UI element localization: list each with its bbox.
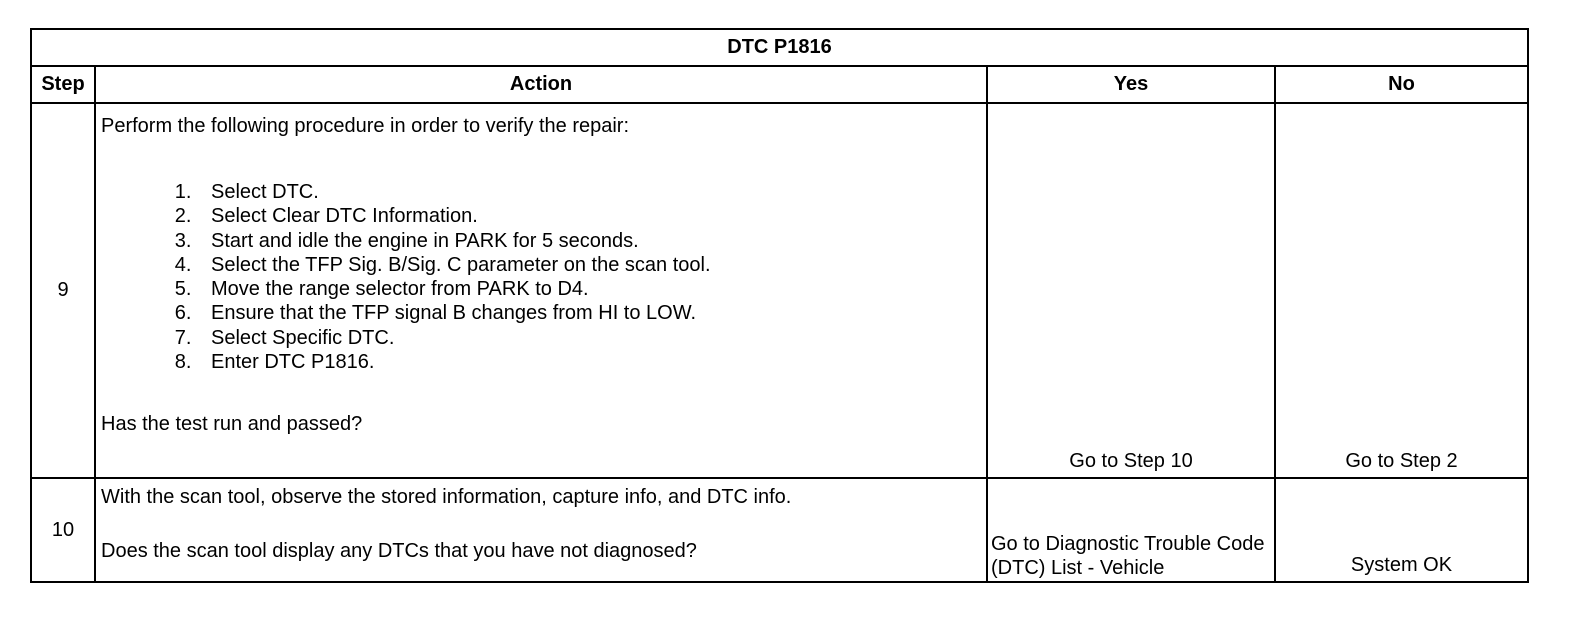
title-row	[31, 29, 1528, 66]
step-number: 9	[31, 103, 95, 478]
header-step: Step	[31, 66, 95, 103]
list-item: 3. Start and idle the engine in PARK for 5 seconds.	[197, 229, 982, 253]
procedure-list	[101, 180, 982, 374]
action-question: Does the scan tool display any DTCs that you have not diagnosed?	[101, 540, 697, 562]
table-row	[31, 103, 1528, 478]
header-no: No	[1275, 66, 1528, 103]
list-item: 8. Enter DTC P1816.	[197, 350, 982, 374]
step-number: 10	[31, 478, 95, 582]
action-cell	[95, 478, 987, 582]
header-row	[31, 66, 1528, 103]
action-intro: With the scan tool, observe the stored information, capture info, and DTC info.	[101, 486, 792, 508]
action-cell	[95, 103, 987, 478]
list-item: 4. Select the TFP Sig. B/Sig. C parameter on the scan tool.	[197, 253, 982, 277]
no-result: Go to Step 2	[1275, 103, 1528, 478]
header-yes: Yes	[987, 66, 1275, 103]
header-action: Action	[95, 66, 987, 103]
yes-result: Go to Step 10	[987, 103, 1275, 478]
table-title: DTC P1816	[31, 29, 1528, 66]
list-item: 5. Move the range selector from PARK to D4.	[197, 277, 982, 301]
list-item: 2. Select Clear DTC Information.	[197, 204, 982, 228]
action-question: Has the test run and passed?	[101, 413, 363, 436]
list-item: 1. Select DTC.	[197, 180, 982, 204]
no-result: System OK	[1275, 478, 1528, 582]
action-intro: Perform the following procedure in order to verify the repair:	[101, 115, 630, 137]
dtc-table	[30, 28, 1529, 583]
list-item: 6. Ensure that the TFP signal B changes from HI to LOW.	[197, 301, 982, 325]
list-item: 7. Select Specific DTC.	[197, 326, 982, 350]
yes-result: Go to Diagnostic Trouble Code (DTC) List - Vehicle	[987, 478, 1275, 582]
table-row	[31, 478, 1528, 582]
